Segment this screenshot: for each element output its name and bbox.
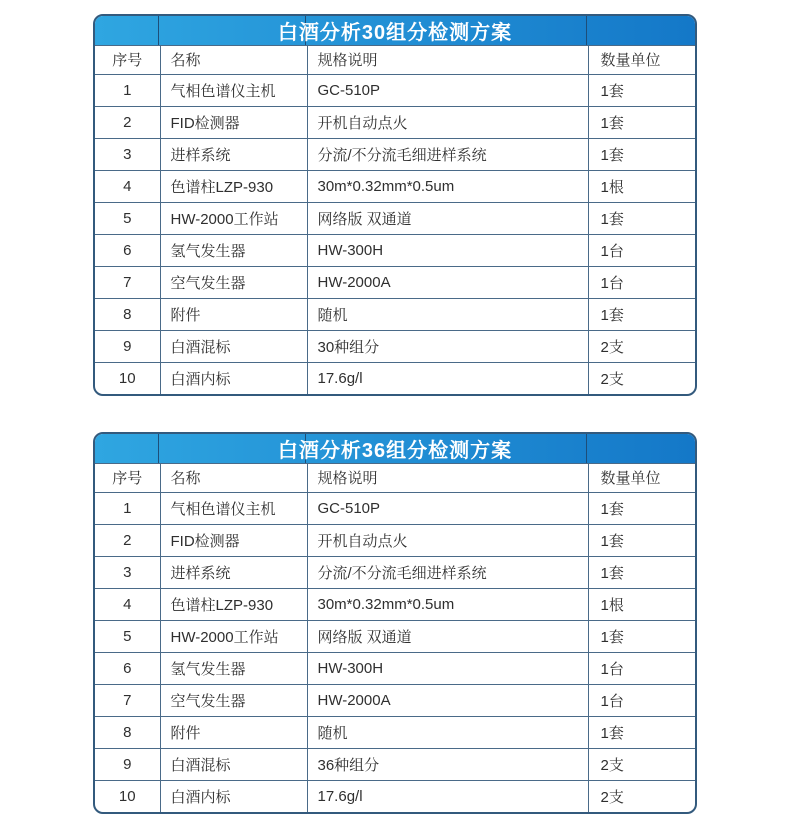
cell-quantity: 1套	[588, 716, 697, 748]
cell-name: 白酒混标	[160, 748, 307, 780]
cell-quantity: 1台	[588, 234, 697, 266]
table-row	[95, 138, 697, 170]
cell-quantity: 1根	[588, 170, 697, 202]
cell-index: 10	[95, 362, 160, 394]
table-row	[95, 716, 697, 748]
cell-index: 6	[95, 652, 160, 684]
table-row	[95, 266, 697, 298]
cell-spec: 开机自动点火	[307, 524, 588, 556]
table-body	[95, 492, 697, 812]
cell-name: 气相色谱仪主机	[160, 492, 307, 524]
cell-spec: 30m*0.32mm*0.5um	[307, 170, 588, 202]
cell-spec: GC-510P	[307, 492, 588, 524]
cell-spec: 36种组分	[307, 748, 588, 780]
cell-quantity: 1套	[588, 492, 697, 524]
table-title-bar	[95, 16, 695, 46]
cell-spec: 随机	[307, 298, 588, 330]
cell-name: 白酒内标	[160, 362, 307, 394]
cell-index: 3	[95, 556, 160, 588]
table-row	[95, 362, 697, 394]
column-header-row	[95, 464, 697, 492]
cell-index: 8	[95, 716, 160, 748]
column-header-index: 序号	[95, 464, 160, 492]
cell-quantity: 1套	[588, 106, 697, 138]
cell-index: 9	[95, 748, 160, 780]
table-row	[95, 170, 697, 202]
cell-name: 氢气发生器	[160, 652, 307, 684]
column-header-name: 名称	[160, 46, 307, 74]
cell-quantity: 1套	[588, 298, 697, 330]
cell-index: 4	[95, 170, 160, 202]
plan-table-30-components	[93, 14, 697, 396]
cell-index: 2	[95, 106, 160, 138]
cell-quantity: 1台	[588, 652, 697, 684]
cell-spec: 分流/不分流毛细进样系统	[307, 138, 588, 170]
table-row	[95, 298, 697, 330]
cell-spec: 30m*0.32mm*0.5um	[307, 588, 588, 620]
cell-index: 4	[95, 588, 160, 620]
cell-index: 1	[95, 74, 160, 106]
cell-name: 色谱柱LZP-930	[160, 170, 307, 202]
cell-index: 7	[95, 684, 160, 716]
cell-name: 气相色谱仪主机	[160, 74, 307, 106]
cell-spec: HW-2000A	[307, 684, 588, 716]
cell-index: 8	[95, 298, 160, 330]
table-row	[95, 234, 697, 266]
cell-index: 9	[95, 330, 160, 362]
table-row	[95, 74, 697, 106]
table-row	[95, 684, 697, 716]
table-row	[95, 106, 697, 138]
cell-name: 色谱柱LZP-930	[160, 588, 307, 620]
cell-name: 空气发生器	[160, 266, 307, 298]
cell-name: 进样系统	[160, 556, 307, 588]
column-header-spec: 规格说明	[307, 46, 588, 74]
cell-name: 氢气发生器	[160, 234, 307, 266]
cell-quantity: 1套	[588, 202, 697, 234]
cell-spec: 随机	[307, 716, 588, 748]
spec-table	[95, 46, 697, 394]
cell-name: HW-2000工作站	[160, 620, 307, 652]
cell-name: FID检测器	[160, 524, 307, 556]
column-header-index: 序号	[95, 46, 160, 74]
cell-quantity: 1台	[588, 266, 697, 298]
cell-spec: HW-300H	[307, 652, 588, 684]
cell-spec: GC-510P	[307, 74, 588, 106]
cell-quantity: 1套	[588, 524, 697, 556]
column-header-quantity: 数量单位	[588, 46, 697, 74]
cell-index: 1	[95, 492, 160, 524]
table-row	[95, 556, 697, 588]
cell-quantity: 1套	[588, 620, 697, 652]
table-row	[95, 202, 697, 234]
cell-name: HW-2000工作站	[160, 202, 307, 234]
cell-quantity: 1套	[588, 138, 697, 170]
table-title-bar	[95, 434, 695, 464]
cell-spec: 17.6g/l	[307, 362, 588, 394]
spec-table	[95, 464, 697, 812]
table-body	[95, 74, 697, 394]
table-row	[95, 780, 697, 812]
table-row	[95, 588, 697, 620]
table-row	[95, 524, 697, 556]
cell-spec: HW-300H	[307, 234, 588, 266]
cell-name: 附件	[160, 298, 307, 330]
cell-index: 3	[95, 138, 160, 170]
product-spec-sheet	[0, 14, 790, 814]
cell-name: 附件	[160, 716, 307, 748]
cell-quantity: 2支	[588, 780, 697, 812]
column-header-name: 名称	[160, 464, 307, 492]
cell-spec: 网络版 双通道	[307, 202, 588, 234]
cell-quantity: 2支	[588, 362, 697, 394]
cell-index: 7	[95, 266, 160, 298]
table-row	[95, 330, 697, 362]
cell-spec: HW-2000A	[307, 266, 588, 298]
cell-name: 空气发生器	[160, 684, 307, 716]
cell-spec: 分流/不分流毛细进样系统	[307, 556, 588, 588]
table-row	[95, 620, 697, 652]
cell-quantity: 1套	[588, 74, 697, 106]
cell-quantity: 1台	[588, 684, 697, 716]
column-header-row	[95, 46, 697, 74]
cell-index: 6	[95, 234, 160, 266]
cell-quantity: 1根	[588, 588, 697, 620]
cell-spec: 开机自动点火	[307, 106, 588, 138]
table-row	[95, 748, 697, 780]
cell-index: 2	[95, 524, 160, 556]
cell-index: 5	[95, 202, 160, 234]
column-header-spec: 规格说明	[307, 464, 588, 492]
cell-quantity: 2支	[588, 330, 697, 362]
plan-table-36-components	[93, 432, 697, 814]
cell-index: 10	[95, 780, 160, 812]
cell-name: 进样系统	[160, 138, 307, 170]
table-title: 白酒分析36组分检测方案	[277, 440, 513, 462]
cell-spec: 网络版 双通道	[307, 620, 588, 652]
table-title: 白酒分析30组分检测方案	[277, 22, 513, 44]
cell-spec: 30种组分	[307, 330, 588, 362]
cell-name: 白酒内标	[160, 780, 307, 812]
cell-name: 白酒混标	[160, 330, 307, 362]
cell-spec: 17.6g/l	[307, 780, 588, 812]
column-header-quantity: 数量单位	[588, 464, 697, 492]
cell-name: FID检测器	[160, 106, 307, 138]
cell-quantity: 2支	[588, 748, 697, 780]
table-row	[95, 492, 697, 524]
cell-index: 5	[95, 620, 160, 652]
cell-quantity: 1套	[588, 556, 697, 588]
table-row	[95, 652, 697, 684]
